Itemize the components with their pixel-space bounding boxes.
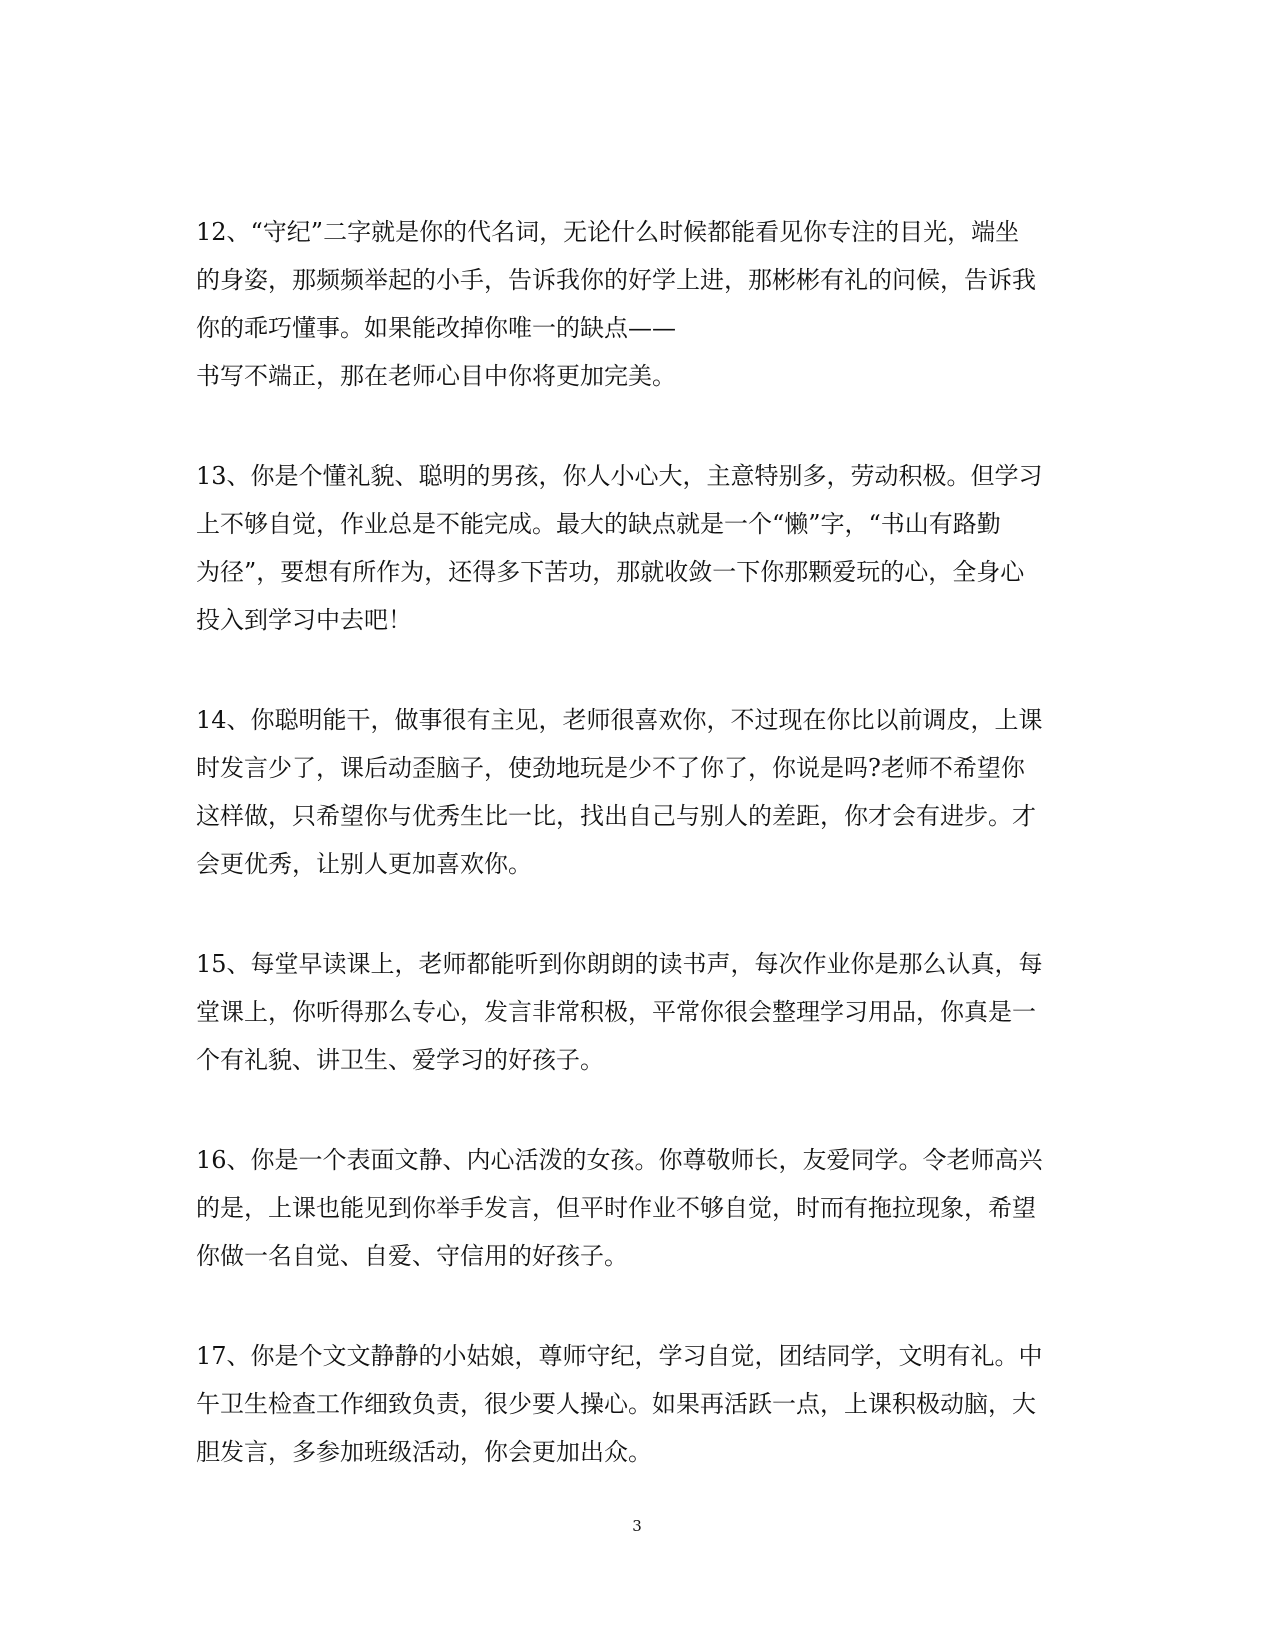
text-line: 堂课上，你听得那么专心，发言非常积极，平常你很会整理学习用品，你真是一 [196,998,1036,1026]
comment-entry-15 [196,940,1076,1084]
text-line: 13、你是个懂礼貌、聪明的男孩，你人小心大，主意特别多，劳动积极。但学习 [196,462,1043,490]
text-line: 你的乖巧懂事。如果能改掉你唯一的缺点—— [196,314,676,342]
text-line: 会更优秀，让别人更加喜欢你。 [196,850,532,878]
text-line: 个有礼貌、讲卫生、爱学习的好孩子。 [196,1046,604,1074]
text-line: 的身姿，那频频举起的小手，告诉我你的好学上进，那彬彬有礼的问候，告诉我 [196,266,1036,294]
text-line: 12、“守纪”二字就是你的代名词，无论什么时候都能看见你专注的目光，端坐 [196,218,1020,246]
comment-entry-16 [196,1136,1076,1280]
text-line: 午卫生检查工作细致负责，很少要人操心。如果再活跃一点，上课积极动脑，大 [196,1390,1036,1418]
comment-entry-14 [196,696,1076,888]
text-line: 16、你是一个表面文静、内心活泼的女孩。你尊敬师长，友爱同学。令老师高兴 [196,1146,1043,1174]
text-line: 17、你是个文文静静的小姑娘，尊师守纪，学习自觉，团结同学，文明有礼。中 [196,1342,1043,1370]
text-line: 上不够自觉，作业总是不能完成。最大的缺点就是一个“懒”字，“书山有路勤 [196,510,1001,538]
comment-entry-17 [196,1332,1076,1476]
text-line: 你做一名自觉、自爱、守信用的好孩子。 [196,1242,628,1270]
text-line: 14、你聪明能干，做事很有主见，老师很喜欢你，不过现在你比以前调皮，上课 [196,706,1043,734]
comment-entry-13 [196,452,1076,644]
text-line: 这样做，只希望你与优秀生比一比，找出自己与别人的差距，你才会有进步。才 [196,802,1036,830]
text-line: 投入到学习中去吧！ [196,606,412,634]
page-number: 3 [632,1517,642,1535]
text-line: 的是，上课也能见到你举手发言，但平时作业不够自觉，时而有拖拉现象，希望 [196,1194,1036,1222]
comment-entry-12 [196,208,1076,400]
text-line: 书写不端正，那在老师心目中你将更加完美。 [196,362,676,390]
text-line: 时发言少了，课后动歪脑子，使劲地玩是少不了你了，你说是吗?老师不希望你 [196,754,1025,782]
text-line: 15、每堂早读课上，老师都能听到你朗朗的读书声，每次作业你是那么认真，每 [196,950,1043,978]
text-line: 胆发言，多参加班级活动，你会更加出众。 [196,1438,652,1466]
text-line: 为径”，要想有所作为，还得多下苦功，那就收敛一下你那颗爱玩的心，全身心 [196,558,1025,586]
document-body [196,208,1076,1528]
